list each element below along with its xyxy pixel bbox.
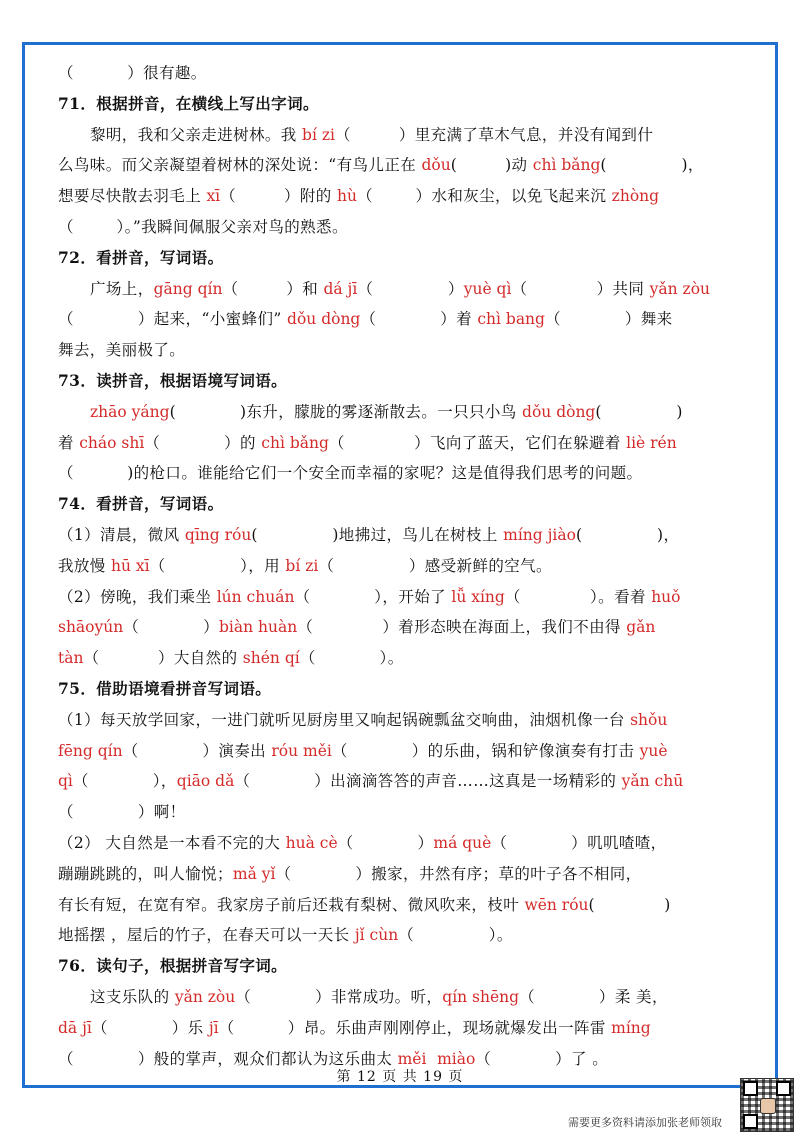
answer-blank[interactable] [176,403,240,421]
text-line [58,428,758,459]
question-heading [58,243,758,274]
pinyin: má què [433,833,492,852]
pinyin: lǚ xíng [451,587,505,606]
text: ） [417,833,434,852]
answer-blank[interactable] [258,526,333,544]
text: 想要尽快散去羽毛上 [58,187,207,206]
text: （ [337,833,354,852]
exercise-content [58,58,758,1074]
text: ） [447,279,464,298]
text: （ [222,279,239,298]
text: ）搬家，井然有序；草的叶子各不相同， [355,864,642,883]
question-heading [58,489,758,520]
text: 这支乐队的 [90,987,175,1006]
answer-blank[interactable] [354,834,418,852]
pinyin: fēng qín [58,741,123,760]
answer-blank[interactable] [108,1019,172,1037]
pinyin: qīng róu [184,525,252,544]
answer-blank[interactable] [457,156,505,174]
pinyin: dá jī [323,279,358,298]
text-line [58,890,758,921]
answer-blank[interactable] [310,588,374,606]
pinyin: chì bǎng [532,156,601,175]
text-line [58,643,758,674]
text: （1）每天放学回家，一进门就听见厨房里又响起锅碗瓢盆交响曲，油烟机像一台 [58,710,631,729]
text: （ [220,187,237,206]
answer-blank[interactable] [334,557,409,575]
answer-blank[interactable] [74,64,127,82]
text: 有长有短，在宽有窄。我家房子前后还栽有梨树、微风吹来，枝叶 [58,895,525,914]
text: ）附的 [284,187,338,206]
pinyin: wēn róu [524,895,589,914]
text: ( [588,895,595,914]
text-line [58,181,758,212]
text: （ [334,125,351,144]
pinyin: dǒu dòng [522,402,596,421]
text-line [58,1013,758,1044]
text: （ [511,279,528,298]
text: （ [58,803,74,822]
text: ）感受新鲜的空气。 [408,556,552,575]
pinyin: xī [206,187,221,206]
text: ）的 [224,433,262,452]
text: （ [275,864,292,883]
pinyin: yǎn zòu [174,987,236,1006]
text: ）和 [286,279,324,298]
answer-blank[interactable] [291,865,355,883]
text: （ [491,833,508,852]
text: （ [234,772,251,791]
text-line [58,736,758,767]
text-line [58,828,758,859]
answer-blank[interactable] [535,988,599,1006]
text: 76．读句子，根据拼音写字词。 [58,956,288,976]
text: （ [122,741,139,760]
text: ）， [152,772,177,791]
text: （ [294,587,311,606]
text: ）出滴滴答答的声音……这真是一场精彩的 [314,772,622,791]
avatar-icon [760,1098,776,1114]
text-line [58,705,758,736]
answer-blank[interactable] [491,1050,555,1068]
text-line [58,859,758,890]
text: 黎明，我和父亲走进树林。我 [90,125,303,144]
text: ）的乐曲，锅和铲像演奏有打击 [411,741,640,760]
text-line [58,982,758,1013]
text-line [58,458,758,489]
pinyin: jī [208,1018,219,1037]
text: ）舞来 [624,310,673,329]
answer-blank[interactable] [595,896,664,914]
answer-blank[interactable] [607,156,682,174]
text: （ [83,649,100,668]
answer-blank[interactable] [414,926,489,944]
pinyin: gǎn [626,618,656,637]
answer-blank[interactable] [507,834,571,852]
text: ），用 [240,556,286,575]
pinyin: hū xī [111,556,150,575]
answer-blank[interactable] [74,310,138,328]
text: ）大自然的 [157,649,243,668]
pinyin: tàn [58,649,84,668]
text-line [58,612,758,643]
text: ）叽叽喳喳， [571,833,667,852]
text: ）乐 [171,1018,209,1037]
pinyin: zhāo yáng [90,402,170,421]
answer-blank[interactable] [561,310,625,328]
text: （ [297,618,314,637]
text: （ [398,926,415,945]
pinyin: shǒu [630,710,668,729]
pinyin: bí zi [285,556,319,575]
text: 舞去，美丽极了。 [58,341,186,360]
text: )， [657,525,680,544]
pinyin: qiāo dǎ [176,772,235,791]
pinyin: hù [337,187,357,206]
answer-blank[interactable] [74,803,138,821]
text: ）昂。乐曲声刚刚停止，现场就爆发出一阵雷 [287,1018,612,1037]
pinyin: biàn huàn [218,618,298,637]
pinyin: dǒu [421,156,451,175]
text: （ [123,618,140,637]
text: 么鸟味。而父亲凝望着树林的深处说：“有鸟儿正在 [58,156,422,175]
text: ) [664,895,671,914]
text: ( [595,402,602,421]
answer-blank[interactable] [160,434,224,452]
pinyin: měi [397,1049,427,1068]
answer-blank[interactable] [166,557,241,575]
pinyin: yǎn zòu [649,279,711,298]
answer-blank[interactable] [316,649,380,667]
text: （ [360,310,377,329]
text-line [58,766,758,797]
text: ）。 [488,926,513,945]
text: ）里充满了草木气息，并没有闻到什 [398,125,654,144]
text: ）啊！ [137,803,186,822]
pinyin: róu měi [271,741,332,760]
pinyin: míng jiào [503,525,576,544]
answer-blank[interactable] [351,126,399,144]
text: （ [58,310,74,329]
answer-blank[interactable] [139,618,203,636]
text-line [58,274,758,305]
answer-blank[interactable] [313,618,382,636]
pinyin: yǎn chū [621,772,684,791]
answer-blank[interactable] [236,187,284,205]
pinyin: huà cè [285,833,338,852]
text [426,1050,437,1068]
text: （2）傍晚，我们乘坐 [58,587,217,606]
text: （ [58,217,74,236]
answer-blank[interactable] [373,280,448,298]
text: （ [58,64,74,82]
answer-blank[interactable] [89,772,153,790]
pinyin: miào [437,1049,476,1068]
text: ）着 [440,310,478,329]
text: ( [169,402,177,421]
text-line [58,551,758,582]
answer-blank[interactable] [582,526,657,544]
text: )的枪口。谁能给它们一个安全而幸福的家呢？这是值得我们思考的问题。 [127,464,643,483]
pinyin: cháo shī [79,433,145,452]
question-heading [58,951,758,982]
text-line [58,304,758,335]
question-heading [58,674,758,705]
text: ）着形态映在海面上，我们不由得 [382,618,627,637]
text: （ [72,772,89,791]
text-line [58,150,758,181]
text-line [58,797,758,828]
text: （ [519,987,535,1006]
text: （ [318,556,335,575]
pinyin: jǐ cùn [354,926,399,945]
text: )动 [505,156,533,175]
pinyin: bí zi [302,125,335,144]
text: （ [331,741,348,760]
text: （ [544,310,561,329]
text: （ [299,649,316,668]
pinyin: míng [611,1018,651,1037]
text: 75．借助语境看拼音写词语。 [58,678,272,698]
text: （ [91,1018,108,1037]
text: 着 [58,433,80,452]
text: ）。 [379,649,404,668]
text: （2） 大自然是一本看不完的大 [58,833,286,852]
question-heading [58,89,758,120]
text: ）了 。 [555,1049,609,1068]
text: （ [58,1049,74,1068]
text: ）起来，“小蜜蜂们” [137,310,288,329]
text: ( [251,525,258,544]
text-line [58,120,758,151]
answer-blank[interactable] [250,772,314,790]
text: ）。看着 [590,587,652,606]
answer-blank[interactable] [251,988,315,1006]
text: （ [235,987,252,1006]
text-line [58,582,758,613]
pinyin: gāng qín [153,279,223,298]
text: ）很有趣。 [127,64,207,82]
pinyin: mǎ yǐ [232,864,276,883]
text: 我放慢 [58,556,112,575]
text: )地拂过，鸟儿在树枝上 [332,525,504,544]
text-line [58,520,758,551]
pinyin: huǒ [651,587,681,606]
pinyin: qín shēng [442,987,520,1006]
answer-blank[interactable] [74,464,127,482]
text-line [58,335,758,366]
text-line [58,920,758,951]
answer-blank[interactable] [373,187,416,205]
qr-code [740,1078,794,1132]
pinyin: liè rén [626,433,677,452]
text: ）非常成功。听， [315,987,443,1006]
answer-blank[interactable] [602,403,677,421]
text: （ [357,187,373,206]
text: 73．读拼音，根据语境写词语。 [58,370,288,390]
text: （ [357,279,374,298]
text: （ [328,433,345,452]
text: （ [149,556,166,575]
text: （ [475,1049,492,1068]
text: ）演奏出 [202,741,272,760]
answer-blank[interactable] [345,434,414,452]
pinyin: chì bang [477,310,545,329]
text-line [58,397,758,428]
text: ( [575,525,583,544]
text: 地摇摆 ，屋后的竹子，在春天可以一天长 [58,926,355,945]
text: ( [600,156,607,175]
text: 74．看拼音，写词语。 [58,494,224,514]
answer-blank[interactable] [74,1050,138,1068]
answer-blank[interactable] [521,588,590,606]
text: ）。”我瞬间佩服父亲对鸟的熟悉。 [116,217,348,236]
text: ）水和灰尘，以免飞起来沉 [415,187,612,206]
text: 广场上， [90,279,154,298]
text: （1）清晨，微风 [58,525,185,544]
answer-blank[interactable] [238,280,286,298]
answer-blank[interactable] [348,742,412,760]
text: )东升，朦胧的雾逐渐散去。一只只小鸟 [239,402,523,421]
text: ) [676,402,683,421]
text: ），开始了 [374,587,452,606]
text: 蹦蹦跳跳的，叫人愉悦； [58,864,233,883]
bottom-note: 需要更多资料请添加张老师领取 [568,1116,722,1129]
answer-blank[interactable] [139,742,203,760]
text-line [58,58,758,89]
text: 71．根据拼音，在横线上写出字词。 [58,93,319,113]
text: ）般的掌声，观众们都认为这乐曲太 [137,1049,398,1068]
text: ） [203,618,219,637]
text: ）柔 美， [598,987,668,1006]
pinyin: zhòng [611,187,660,206]
text: ）飞向了蓝天，它们在躲避着 [414,433,627,452]
text: （ [58,464,74,483]
text: ）共同 [596,279,650,298]
pinyin: dā jī [58,1018,92,1037]
pinyin: lún chuán [216,587,295,606]
pinyin: dǒu dòng [287,310,361,329]
text: 72．看拼音，写词语。 [58,247,224,267]
pinyin: shāoyún [58,618,124,637]
text: ( [450,156,458,175]
pinyin: yuè qì [463,279,512,298]
answer-blank[interactable] [527,280,596,298]
text: )， [681,156,704,175]
answer-blank[interactable] [376,310,440,328]
question-heading [58,366,758,397]
pinyin: shén qí [242,649,300,668]
text: （ [504,587,521,606]
pinyin: yuè [639,741,668,760]
answer-blank[interactable] [99,649,158,667]
text-line [58,212,758,243]
answer-blank[interactable] [235,1019,288,1037]
answer-blank[interactable] [74,218,117,236]
text: （ [218,1018,235,1037]
text: （ [144,433,161,452]
page-footer: 第 12 页 共 19 页 [336,1069,464,1085]
pinyin: chì bǎng [261,433,329,452]
pinyin: qì [58,772,73,791]
